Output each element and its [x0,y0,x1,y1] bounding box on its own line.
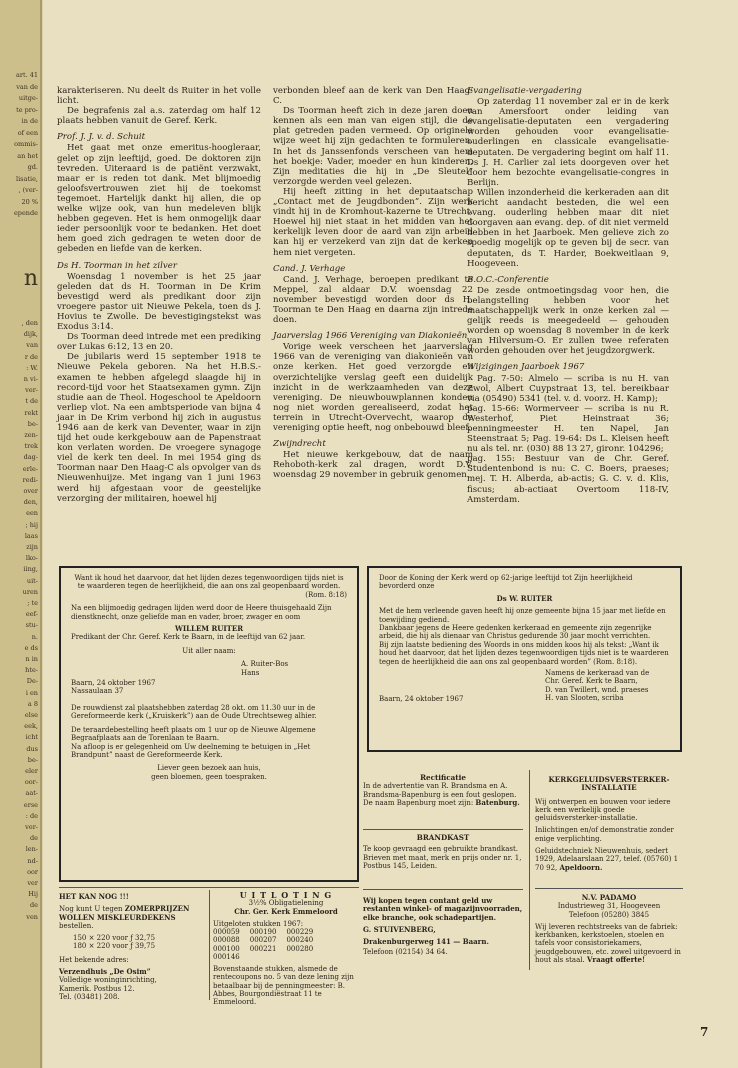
ad-kerkgeluid [535,776,683,872]
margin-fragment: erle- [22,464,38,473]
col1-paragraph: Woensdag 1 november is het 25 jaar geleden dat ds H. Toorman in De Krim bevestigd werd als predikant door zijn vroegere pastor uit Nieuwe Pekela, toen ds J. Hovius te Zwolle. De bevestigingstekst was Exodus 3:14. [57,271,261,333]
codes-table [213,928,323,961]
ad-city: Apeldoorn. [559,862,603,872]
margin-fragment: : de [25,811,38,820]
notice-sign: A. Ruiter-Bos [241,660,289,669]
notice2-intro: Door de Koning der Kerk werd op 62-jarige leeftijd tot Zijn heerlijkheid bevorderd onze [379,574,633,591]
code-cell: 000190 [249,928,277,937]
newspaper-page [43,0,738,1068]
col1-paragraph: Ds Toorman deed intrede met een prediking over Lukas 6:12, 13 en 20. [57,332,261,353]
ad-title: Rectificatie [420,773,466,782]
margin-fragment: in de [21,117,38,125]
ad-name: Verzendhuis „De Osim” [59,967,151,977]
code-cell: 000146 [213,952,240,961]
margin-fragment: dag- [23,453,38,462]
ad-text-body: bestellen. [59,921,94,930]
margin-fragment: , (ver- [18,186,38,194]
ad-text [363,782,523,807]
codes-row [213,928,323,936]
col2-paragraph: Cand. J. Verhage, beroepen predikant te Meppel, zal aldaar D.V. woensdag 22 november bevestigd worden door ds H. Toorman te Den Haag en daarna zijn intrede doen. [273,274,473,326]
page-number: 7 [700,1025,709,1039]
margin-fragment: oor [27,867,38,876]
ad-uitloting [213,891,359,1006]
ad-title: BRANDKAST [416,833,470,842]
margin-fragment: uit- [26,576,38,585]
ad-text-body: In de advertentie van R. Brandsma en A. Brandsma-Bapenburg is een fout geslopen. De naam Bapenburg moet zijn: [363,782,517,807]
margin-fragment: hte- [25,666,38,675]
ad-text: Bovenstaande stukken, alsmede de rentecoupons no. 5 van deze lening zijn betaalbaar bij de penningmeester: B. Abbes, Bourgondiëstraat 11 te Emmeloord. [213,965,354,1007]
divider [363,829,523,830]
margin-fragment: an het [17,151,38,160]
code-cell [250,953,287,961]
heading-jaarverslag: Jaarverslag 1966 Vereniging van Diakonieën [273,331,468,342]
margin-fragment: eef- [25,610,38,619]
margin-fragment: laas [24,531,38,540]
margin-fragment: een [26,509,38,518]
notice-rouwdienst: De rouwdienst zal plaatshebben zaterdag 28 okt. om 11.30 uur in de Gereformeerde kerk („Kruiskerk”) aan de Oude Utrechtseweg alhier. [71,703,317,721]
ad-text-body: Geluidstechniek Nieuwenhuis, sedert 1929, Adelaarslaan 227, telef. (05760) 1 70 92, [535,847,679,872]
ad-text [59,905,205,930]
margin-fragment: erse [23,800,38,809]
column-2 [273,86,473,480]
col1-paragraph: De jubilaris werd 15 september 1918 te Nieuwe Pekela geboren. Na het H.B.S.-examen te hebben afgelegd slaagde hij in record-tijd voor het Staatsexamen gymn. Zijn studie aan de Theol. Hogeschool te Apeldoorn verliep vlot. Na een ambtsperiode van bijna 4 jaar in De Krim verbond hij zich in augustus 1946 aan de kerk van Deventer, waar in zijn tijd het oude kerkgebouw aan de Papenstraat kon verlaten worden. De vroegere synagoge viel de kerk ten deel. In mei 1954 ging ds Toorman naar Den Haag-C als opvolger van ds Nieuwenhuijze. Met ingang van 1 juni 1963 werd hij afgestaan voor de geestelijke verzorging der militairen, hoewel hij [57,352,261,504]
column-1 [57,86,261,504]
ad-text: Wij kopen tegen contant geld uw restanten winkel- of magazijnvoorraden, elke branche, ook schadepartijen. [363,896,523,922]
notice-place: Baarn, 24 oktober 1967 [71,679,156,688]
notice-bloemen: geen bloemen, geen toespraken. [151,772,267,781]
death-notice-family [59,566,359,882]
ad-address-intro: Het bekende adres: [59,955,129,964]
margin-fragment: : W. [26,363,38,372]
code-cell: 000088 [213,936,240,945]
col3-paragraph: pag. 15-66: Wormerveer — scriba is nu R. Westerhof, Piet Heinstraat 36; penningmeester H. ten Napel, Jan Steenstraat 5; Pag. 19-64: Ds L. Kleisen heeft nu als tel. nr. (030) 88 13 27, gironr. 104296; [467,403,669,455]
margin-fragment: van de [16,82,38,91]
margin-fragment: i en [25,688,38,697]
margin-fragment: t de [25,397,38,406]
ad-stuivenberg [363,897,523,957]
notice-verse-ref: (Rom. 8:18) [305,590,347,599]
margin-fragment: van [26,341,38,350]
ad-correct-name: Batenburg. [475,797,520,807]
margin-fragment: De- [26,677,38,686]
left-margin-strip [0,0,42,1068]
notice2-body: Bij zijn laatste bediening des Woords in ons midden koos hij als tekst: „Want ik houd het daarvoor, dat het lijden dezes tegenwoordigen tijds niet is te waarderen tegen de heerlijkheid die aan ons zal geopenbaard worden” (Rom. 8:18). [379,640,669,666]
margin-fragment: zijn [26,543,38,551]
margin-fragment: e ds [24,643,38,652]
notice-teraarde: De teraardebestelling heeft plaats om 1 uur op de Nieuwe Algemene Begraafplaats aan de Torenlaan te Baarn. [71,725,316,743]
ad-subtitle: 3½% Obligatielening [248,899,324,908]
ad-church: Chr. Ger. Kerk Emmeloord [234,906,338,916]
margin-fragment: be- [27,755,38,764]
heading-zwijndrecht: Zwijndrecht [273,439,326,450]
ad-phone: Tel. (03481) 208. [59,992,120,1001]
margin-fragment: den, [23,498,38,507]
ad-text: Brieven met maat, merk en prijs onder nr. 1, Postbus 145, Leiden. [363,853,522,870]
col1-paragraph: De begrafenis zal a.s. zaterdag om half 12 plaats hebben vanuit de Geref. Kerk. [57,106,261,127]
notice2-names: H. van Slooten, scriba [545,694,624,703]
margin-fragment: icht [25,733,38,742]
margin-fragment: of een [17,128,38,137]
column-3 [467,86,669,505]
notice2-names: Chr. Geref. Kerk te Baarn, [545,677,638,686]
margin-fragment: lko- [25,554,38,563]
col1-paragraph: karakteriseren. Nu deelt ds Ruiter in het volle licht. [57,86,261,107]
margin-fragment: de [29,834,38,843]
divider [209,890,210,1000]
col3-paragraph: Pag. 7-50: Almelo — scriba is nu H. van Zwol, Albert Cuypstraat 13, tel. bereikbaar via (05490) 5341 (tel. v. d. voorz. H. Kamp); [467,373,669,404]
ad-title: INSTALLATIE [581,783,637,793]
codes-row [213,945,323,953]
margin-fragment: dijk, [23,330,38,339]
margin-fragment: ver [27,879,38,887]
notice2-name: Ds W. RUITER [496,593,553,603]
ad-text: Te koop gevraagd een gebruikte brandkast. [363,845,519,854]
notice-uit: Uit aller naam: [182,646,236,655]
margin-fragment: aat- [25,789,38,798]
margin-fragment: epende [13,209,38,217]
margin-fragment: dus [26,744,38,753]
margin-fragment: zen- [24,431,38,439]
ad-name: G. STUIVENBERG, [363,924,436,934]
ad-text-body: Nog kunt U tegen [59,905,123,914]
col3-paragraph: De zesde ontmoetingsdag voor hen, die belangstelling hebben voor het maatschappelijk werk in onze kerken zal — gelijk reeds is meegedeeld — gehouden worden op woensdag 8 november in de kerk van Hilversum-O. Er zullen twee referaten worden gehouden over het jeugdzorgwerk. [467,285,669,357]
margin-fragment: Hij [28,890,38,899]
margin-fragment: len- [25,845,38,854]
notice-body: Na een blijmoedig gedragen lijden werd door de Heere thuisgehaald Zijn dienstknecht, onze geliefde man en vader, broer, zwager en oom [71,604,332,621]
ad-uitgeloot: Uitgeloten stukken 1967: [213,919,304,928]
margin-fragment: a 8 [27,699,38,708]
margin-fragment: uitge- [18,94,38,102]
ad-title: U I T L O T I N G [239,890,333,900]
notice-liever: Liever geen bezoek aan huis, [157,764,261,773]
heading-boc: B.O.C.-Conferentie [467,274,549,285]
col2-paragraph: Hij heeft zitting in het deputaatschap „Contact met de Jeugdbonden”. Zijn werk vindt hij in de Kromhout-kazerne te Utrecht. Hoewel hij niet staat in het midden van het kerkelijk leven door de aard van zijn arbeid kan hij er verzekerd van zijn dat de kerken hem niet vergeten. [273,186,473,258]
margin-fragment: ver- [25,386,38,395]
divider [529,770,530,970]
col3-paragraph: pag. 155: Bestuur van de Chr. Geref. Studentenbond is nu: C. C. Boers, praeses; mej. T. H. Alberda, ab-actis; G. C. v. d. Klis, fiscus; ab-actiaat Overtoom 118-IV, Amsterdam. [467,454,669,505]
notice2-body: Met de hem verleende gaven heeft hij onze gemeente bijna 15 jaar met liefde en toewijding gediend. [379,607,666,624]
ad-rectificatie [363,774,523,807]
notice2-names: Namens de kerkeraad van de [545,669,650,678]
ad-text [535,923,683,964]
codes-row [213,953,323,961]
ad-text: Inlichtingen en/of demonstratie zonder enige verplichting. [535,826,674,843]
margin-fragment: ven [26,912,38,921]
margin-fragment: else [24,711,38,719]
notice-role: Predikant der Chr. Geref. Kerk te Baarn, in de leeftijd van 62 jaar. [71,633,306,642]
margin-fragment: art. 41 [16,71,38,79]
col2-paragraph: Vorige week verscheen het jaarverslag 1966 van de vereniging van diakonieën van onze kerken. Het goed verzorgde en overzichtelijke verslag geeft een duidelijk inzicht in de werkzaamheden van deze vereniging. De nieuwbouwplannen konden nog niet worden gerealiseerd, zodat het terrein in Utrecht-Overvecht, waarop de vereniging optie heeft, nog onbebouwd bleef. [273,342,473,433]
notice2-place: Baarn, 24 oktober 1967 [379,694,464,703]
code-cell: 000059 [213,928,240,937]
col3-paragraph: Willen inzonderheid die kerkeraden aan dit bericht aandacht besteden, die wel een evang. ouderling hebben maar dit niet doorgaven aan evang. dep. of dit niet vermeld hebben in het Jaarboek. Men gelieve zich zo spoedig mogelijk op te geven bij de secr. van deputaten, ds T. Harder, Boekweitlaan 9, Hoogeveen. [467,187,669,269]
margin-fragment: ; hij [25,520,38,529]
margin-fragment: de [29,901,38,910]
ad-brandkast [363,834,523,870]
code-cell: 000221 [249,944,277,953]
margin-fragment: nd- [27,856,38,865]
code-cell: 000240 [286,936,314,945]
codes-row [213,936,323,944]
margin-fragment: n [23,266,38,291]
heading-evangelisatie: Evangelisatie-vergadering [467,86,582,96]
ad-bold: ZOMERPRIJZEN WOLLEN MISKLEURDEKENS [59,904,190,922]
notice-address: Nassaulaan 37 [71,687,124,696]
ad-title: HET KAN NOG !!! [59,892,129,901]
notice-name: WILLEM RUITER [174,624,244,634]
ad-address: Kamerik. Postbus 12. [59,984,135,993]
margin-fragment: lisatie, [16,174,38,183]
margin-fragment: over [23,487,38,495]
ad-text: Wij ontwerpen en bouwen voor iedere kerk een werkelijk goede geluidsversterker-installatie. [535,797,671,823]
margin-fragment: n. [31,632,38,641]
margin-fragment: eek, [24,722,38,731]
heading-wijzigingen: Wijzigingen Jaarboek 1967 [467,362,585,373]
col3-paragraph: Op zaterdag 11 november zal er in de kerk van Amersfoort onder leiding van evangelisatie-deputaten een vergadering worden gehouden voor evangelisatie-ouderlingen en classicale evangelisatie-deputaten. De vergadering begint om half 11. Ds J. H. Carlier zal iets doorgeven over het door hem bezochte evangelisatie-congres in Berlijn. [467,97,669,188]
code-cell: 000229 [286,928,314,937]
col2-paragraph: Ds Toorman heeft zich in deze jaren doen kennen als een man van eigen stijl, die de plat getreden paden vermeed. Op originele wijze weet hij zijn gedachten te formuleren. In het ds Janssenfonds verscheen van hem het boekje: Vader, moeder en hun kinderen. Zijn meditaties die hij in „De Sleutel” verzorgde werden veel gelezen. [273,106,473,187]
notice-na-afloop: Na afloop is er gelegenheid om Uw deelneming te betuigen in „Het Brandpunt” naast de Gereformeerde Kerk. [71,742,311,759]
ad-title: N.V. PADAMO [581,893,637,902]
margin-fragment: gd. [27,163,38,171]
ad-desc: Volledige woninginrichting, [59,976,157,985]
code-cell [286,953,323,961]
margin-fragment: n vi- [23,375,38,383]
code-cell: 000100 [213,944,240,953]
margin-fragment: 20 % [21,197,38,206]
code-cell: 000280 [286,944,314,953]
ad-het-kan-nog [59,893,205,1001]
divider [535,888,683,889]
col2-paragraph: Het nieuwe kerkgebouw, dat de naam Rehoboth-kerk zal dragen, wordt D.V. woensdag 29 november in gebruik genomen. [273,450,473,481]
divider [59,887,359,888]
heading-schuit: Prof. J. J. v. d. Schuit [57,132,146,143]
margin-fragment: trek [24,442,38,451]
ad-address: Drakenburgerweg 141 — Baarn. [363,937,489,947]
ad-cta: Vraagt offerte! [586,955,646,965]
margin-fragment: ; te [27,599,38,607]
ad-title: KERKGELUIDSVERSTERKER- [548,775,670,784]
col1-paragraph: Het gaat met onze emeritus-hoogleraar, gelet op zijn leeftijd, goed. De doktoren zijn tevreden. Uiteraard is de patiënt verzwakt, maar er is reden tot dank. Met blijmoedig geloofsvertrouwen ziet hij de toekomst tegemoet. Hartelijk dankt hij allen, die op welke wijze ook, van hun medeleven blijk hebben gegeven. Het is hem onmogelijk daar ieder persoonlijk voor te bedanken. Het doet hem goed zich gedragen te weten door de gebeden en liefde van de kerken. [57,143,261,255]
margin-fragment: r de [24,352,38,361]
ad-price: 180 × 220 voor ƒ 39,75 [73,942,156,951]
ad-address: Industrieweg 31, Hoogeveen [557,902,661,911]
ad-phone: Telefoon (05280) 3845 [568,910,650,919]
notice-verse: Want ik houd het daarvoor, dat het lijden dezes tegenwoordigen tijds niet is te waarderen tegen de heerlijkheid, die aan ons zal geopenbaard worden. [74,574,344,591]
ad-price: 150 × 220 voor ƒ 32,75 [73,934,156,943]
margin-fragment: iing, [23,565,38,574]
notice2-body: Dankbaar jegens de Heere gedenken kerkeraad en gemeente zijn zegenrijke arbeid, die hij als dienaar van Christus gedurende 30 jaar mocht verrichten. [379,624,652,641]
margin-fragment: redi- [22,475,38,484]
death-notice-church [367,566,682,752]
margin-fragment: n in [25,655,38,663]
margin-fragment: ver- [25,823,38,831]
ad-padamo [535,894,683,964]
col2-paragraph: verbonden bleef aan de kerk van Den Haag-C. [273,86,473,107]
ad-phone: Telefoon (02154) 34 64. [363,948,448,957]
heading-verhage: Cand. J. Verhage [273,263,346,274]
ad-text [535,847,683,872]
ad-text-body: Wij leveren rechtstreeks van de fabriek: kerkbanken, kerkstoelen, stoelen en tafels voor consistoriekamers, jeugdgebouwen, etc. zowel uitgevoerd in hout als staal. [535,922,681,965]
notice-sign: Hans [241,668,260,677]
heading-toorman: Ds H. Toorman in het zilver [57,260,177,271]
margin-fragment: uren [22,587,38,596]
code-cell: 000207 [249,936,277,945]
margin-fragment: oor- [24,778,38,787]
margin-fragment: te pro- [16,105,38,114]
margin-fragment: ommis- [14,140,38,148]
margin-fragment: be- [27,419,38,428]
divider [363,889,523,890]
notice2-names: D. van Twillert, wnd. praeses [545,685,649,694]
margin-fragment: eler [25,767,38,775]
margin-fragment: , den [21,319,38,327]
margin-fragment: stu- [25,621,38,630]
margin-fragment: rekt [24,408,38,417]
